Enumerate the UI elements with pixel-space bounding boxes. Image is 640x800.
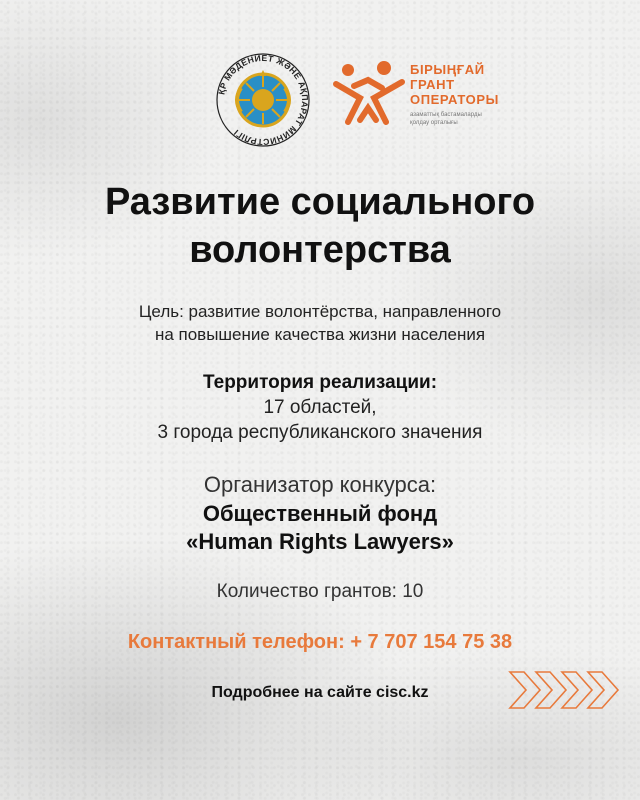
svg-text:ҚР МӘДЕНИЕТ ЖӘНЕ АҚПАРАТ МИНИС: ҚР МӘДЕНИЕТ ЖӘНЕ АҚПАРАТ МИНИСТРЛІГІ — [216, 52, 311, 148]
ministry-emblem-logo — [215, 52, 311, 148]
chevron-arrows-right-icon — [506, 668, 622, 712]
territory-heading: Территория реализации: — [202, 372, 438, 393]
organizer-name-line1: Общественный фонд — [202, 501, 438, 526]
contact-phone: Контактный телефон: + 7 707 154 75 38 — [127, 631, 513, 653]
grants-count: Количество грантов: 10 — [216, 581, 424, 602]
goal-line1: Цель: развитие волонтёрства, направленного — [138, 302, 502, 321]
goal-text — [0, 300, 640, 346]
grant-operator-subtitle — [410, 111, 530, 127]
grant-operator-sub2: қолдау орталығы — [410, 120, 458, 126]
page-title — [0, 178, 640, 274]
territory-line1: 17 областей, — [263, 397, 377, 418]
title-line1: Развитие социального — [104, 181, 536, 223]
grant-operator-line2: ГРАНТ — [410, 77, 455, 92]
grant-operator-wordmark — [410, 62, 530, 127]
organizer-label: Организатор конкурса: — [203, 472, 437, 497]
title-line2: волонтерства — [189, 229, 451, 271]
grant-operator-logo — [330, 58, 410, 128]
organizer-name-line2: «Human Rights Lawyers» — [186, 529, 454, 554]
grant-operator-line3: ОПЕРАТОРЫ — [410, 92, 499, 107]
more-info-link-text: Подробнее на сайте cisc.kz — [211, 684, 429, 701]
grant-operator-line1: БІРЫҢҒАЙ — [410, 62, 485, 77]
grant-operator-sub1: азаматтық бастамаларды — [410, 112, 482, 118]
territory-line2: 3 города республиканского значения — [157, 422, 483, 443]
goal-line2: на повышение качества жизни населения — [154, 325, 486, 344]
